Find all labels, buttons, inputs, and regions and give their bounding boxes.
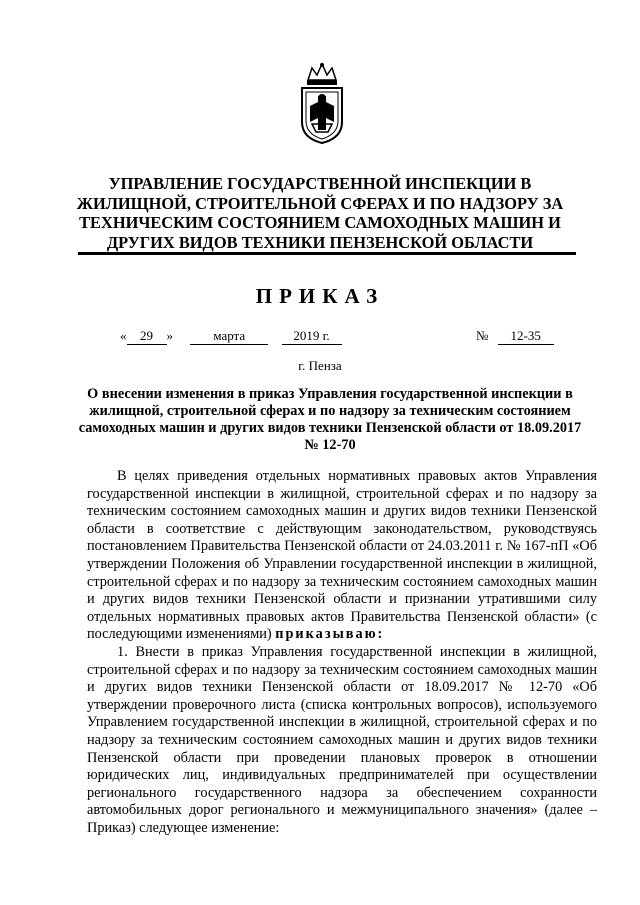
order-body	[87, 468, 597, 837]
preamble-paragraph: В целях приведения отдельных нормативных правовых актов Управления государственной инспекции в жилищной, строительной сферах и по надзору за техническим состоянием самоходных машин и других видов техники Пензенской области в соответствие с действующим законодательством, руководствуясь постановлением Правительства Пензенской области от 24.03.2011 г. № 167-пП «Об утверждении Положения об Управлении государственной инспекции в жилищной, строительной сферах и по надзору за техническим состоянием самоходных машин и других видов техники Пензенской области и признании утратившими силу отдельных нормативных правовых актов Правительства Пензенской области» (с последующими изменениями) приказываю:	[87, 468, 597, 643]
date-quote-close: »	[166, 328, 173, 343]
header-divider	[78, 252, 576, 255]
order-word: приказываю:	[275, 626, 385, 643]
document-number	[476, 328, 554, 345]
organization-name: УПРАВЛЕНИЕ ГОСУДАРСТВЕННОЙ ИНСПЕКЦИИ В ЖИЛИЩНОЙ, СТРОИТЕЛЬНОЙ СФЕРАХ И ПО НАДЗОРУ ЗА ТЕХНИЧЕСКИМ СОСТОЯНИЕМ САМОХОДНЫХ МАШИН И ДРУГИХ ВИДОВ ТЕХНИКИ ПЕНЗЕНСКОЙ ОБЛАСТИ	[76, 174, 564, 252]
coat-of-arms-icon	[298, 62, 346, 144]
date-day: 29	[127, 328, 167, 345]
number-value: 12-35	[498, 328, 554, 345]
date-quote-open: «	[120, 328, 127, 343]
clause-1-paragraph: 1. Внести в приказ Управления государственной инспекции в жилищной, строительной сферах и по надзору за техническим состоянием самоходных машин и других видов техники Пензенской области от 18.09.2017 № 12-70 «Об утверждении проверочного листа (списка контрольных вопросов), используемого Управлением государственной инспекции в жилищной, строительной сферах и по надзору за техническим состоянием самоходных машин и других видов техники Пензенской области при проведении плановых проверок в отношении юридических лиц, индивидуальных предпринимателей при осуществлении регионального государственного надзора за обеспечением сохранности автомобильных дорог регионального и межмуниципального значения» (далее – Приказ) следующее изменение:	[87, 643, 597, 836]
order-heading: О внесении изменения в приказ Управления государственной инспекции в жилищной, строительной сферах и по надзору за техническим состоянием самоходных машин и других видов техники Пензенской области от 18.09.2017 № 12-70	[78, 386, 582, 453]
number-sign: №	[476, 328, 489, 343]
document-title: ПРИКАЗ	[255, 284, 385, 308]
document-date	[120, 328, 342, 345]
date-month: марта	[190, 328, 268, 345]
city: г. Пенза	[298, 358, 342, 373]
date-year: 2019 г.	[282, 328, 342, 345]
